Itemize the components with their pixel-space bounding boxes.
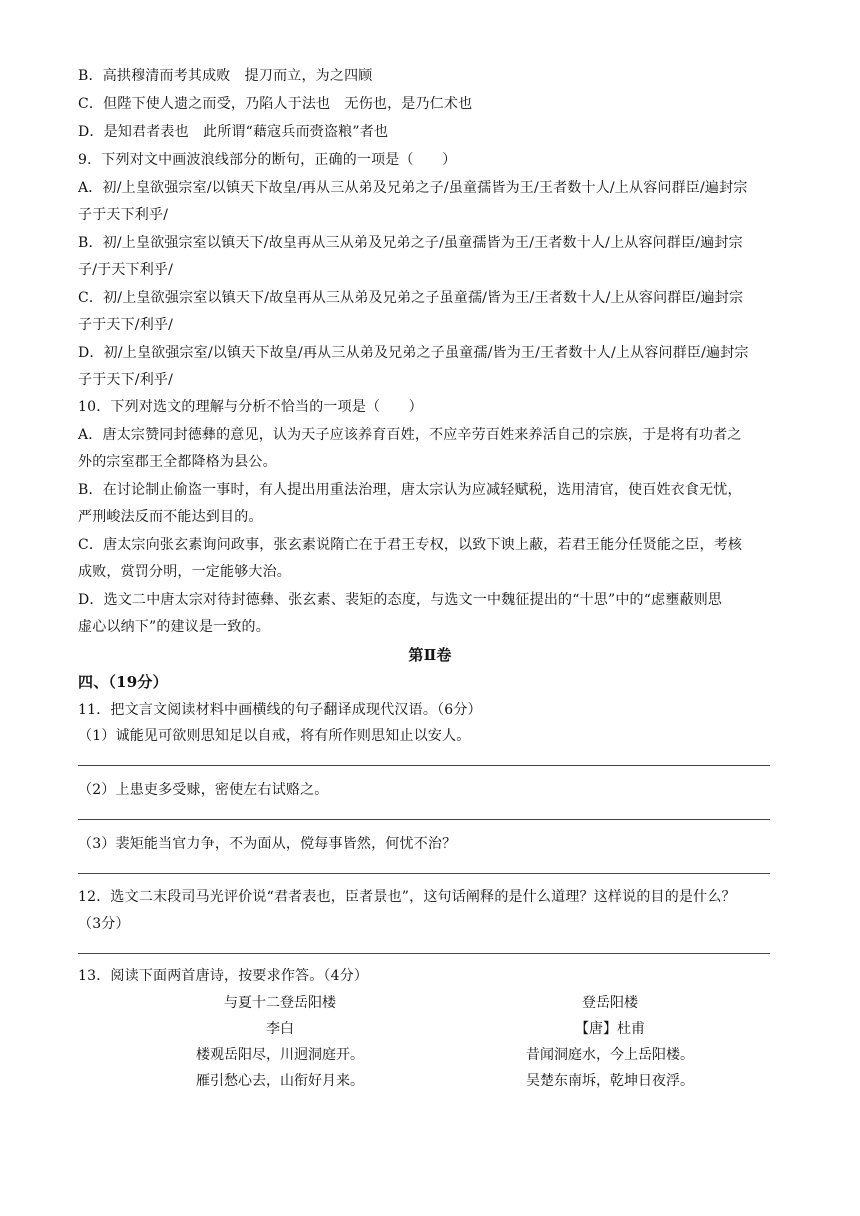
poem-2-line-2: 吴楚东南坼，乾坤日夜浮。 — [526, 1073, 694, 1089]
q13-stem: 13．阅读下面两首唐诗，按要求作答。（4分） — [78, 968, 369, 984]
q9-option-c-line1: C．初/上皇欲强宗室以镇天下/故皇再从三从弟及兄弟之子虽童孺/皆为王/王者数十人/上从容问群臣/遍封宗 — [78, 290, 744, 306]
q9-option-d-line1: D．初/上皇欲强宗室/以镇天下故皇/再从三从弟及兄弟之子虽童孺/皆为王/王者数十人/上从容问群臣/遍封宗 — [78, 345, 749, 361]
q8-option-d: D．是知君者表也 此所谓“藉寇兵而赍盗粮”者也 — [78, 124, 389, 140]
q9-option-c-line2: 子于天下/利乎/ — [78, 317, 174, 333]
poem-1-author: 李白 — [266, 1021, 294, 1037]
poem-1-line-1: 楼观岳阳尽，川迥洞庭开。 — [196, 1047, 364, 1063]
poem-2-line-1: 昔闻洞庭水，今上岳阳楼。 — [526, 1047, 694, 1063]
q11-sentence-3: （3）裴矩能当官力争，不为面从，傥每事皆然，何忧不治？ — [78, 836, 457, 852]
q10-option-b-line1: B．在讨论制止偷盗一事时，有人提出用重法治理，唐太宗认为应减轻赋税，选用清官，使百姓衣食无忧， — [78, 482, 742, 498]
q11-stem: 11．把文言文阅读材料中画横线的句子翻译成现代汉语。（6分） — [78, 702, 482, 718]
q9-option-d-line2: 子于天下/利乎/ — [78, 372, 174, 388]
q10-option-d-line2: 虚心以纳下”的建议是一致的。 — [78, 619, 270, 635]
poem-2-author: 【唐】杜甫 — [575, 1021, 645, 1037]
q10-option-c-line2: 成败，赏罚分明，一定能够大治。 — [78, 564, 291, 580]
q12-stem-line1: 12．选文二末段司马光评价说“君者表也，臣者景也”，这句话阐释的是什么道理？这样说的目的是什么？ — [78, 889, 736, 905]
q10-option-a-line1: A．唐太宗赞同封德彝的意见，认为天子应该养育百姓，不应辛劳百姓来养活自己的宗族，于是将有功者之 — [78, 427, 742, 443]
q9-option-b-line2: 子/于天下利乎/ — [78, 262, 174, 278]
q9-stem: 9．下列对文中画波浪线部分的断句，正确的一项是（ ） — [78, 152, 457, 168]
q12-stem-line2: （3分） — [78, 916, 130, 932]
poem-1-line-2: 雁引愁心去，山衔好月来。 — [196, 1073, 364, 1089]
q10-option-c-line1: C．唐太宗向张玄素询问政事，张玄素说隋亡在于君王专权，以致下谀上蔽，若君王能分任贤能之臣，考核 — [78, 537, 743, 553]
section-heading: 四、（19分） — [78, 673, 168, 691]
answer-line[interactable] — [78, 953, 770, 954]
q9-option-a-line1: A．初/上皇欲强宗室/以镇天下故皇/再从三从弟及兄弟之子/虽童孺皆为王/王者数十人/上从容问群臣/遍封宗 — [78, 180, 748, 196]
poem-2-title: 登岳阳楼 — [582, 995, 638, 1011]
poem-1-title: 与夏十二登岳阳楼 — [224, 995, 336, 1011]
q9-option-b-line1: B．初/上皇欲强宗室以镇天下/故皇再从三从弟及兄弟之子/虽童孺皆为王/王者数十人/上从容问群臣/遍封宗 — [78, 235, 743, 251]
volume-title: 第Ⅱ卷 — [408, 646, 452, 664]
q10-option-d-line1: D．选文二中唐太宗对待封德彝、张玄素、裴矩的态度，与选文一中魏征提出的“十思”中的“虑壅蔽则思 — [78, 592, 723, 608]
q11-sentence-1: （1）诚能见可欲则思知足以自戒，将有所作则思知止以安人。 — [78, 728, 471, 744]
q10-option-b-line2: 严刑峻法反而不能达到目的。 — [78, 509, 263, 525]
answer-line[interactable] — [78, 873, 770, 874]
q8-option-b: B．高拱穆清而考其成败 提刀而立，为之四顾 — [78, 68, 373, 84]
answer-line[interactable] — [78, 819, 770, 820]
q9-option-a-line2: 子于天下利乎/ — [78, 207, 169, 223]
q8-option-c: C．但陛下使人遗之而受，乃陷人于法也 无伤也，是乃仁术也 — [78, 96, 473, 112]
answer-line[interactable] — [78, 765, 770, 766]
q10-stem: 10．下列对选文的理解与分析不恰当的一项是（ ） — [78, 399, 423, 415]
q11-sentence-2: （2）上患吏多受赇，密使左右试赂之。 — [78, 782, 329, 798]
q10-option-a-line2: 外的宗室郡王全都降格为县公。 — [78, 454, 277, 470]
